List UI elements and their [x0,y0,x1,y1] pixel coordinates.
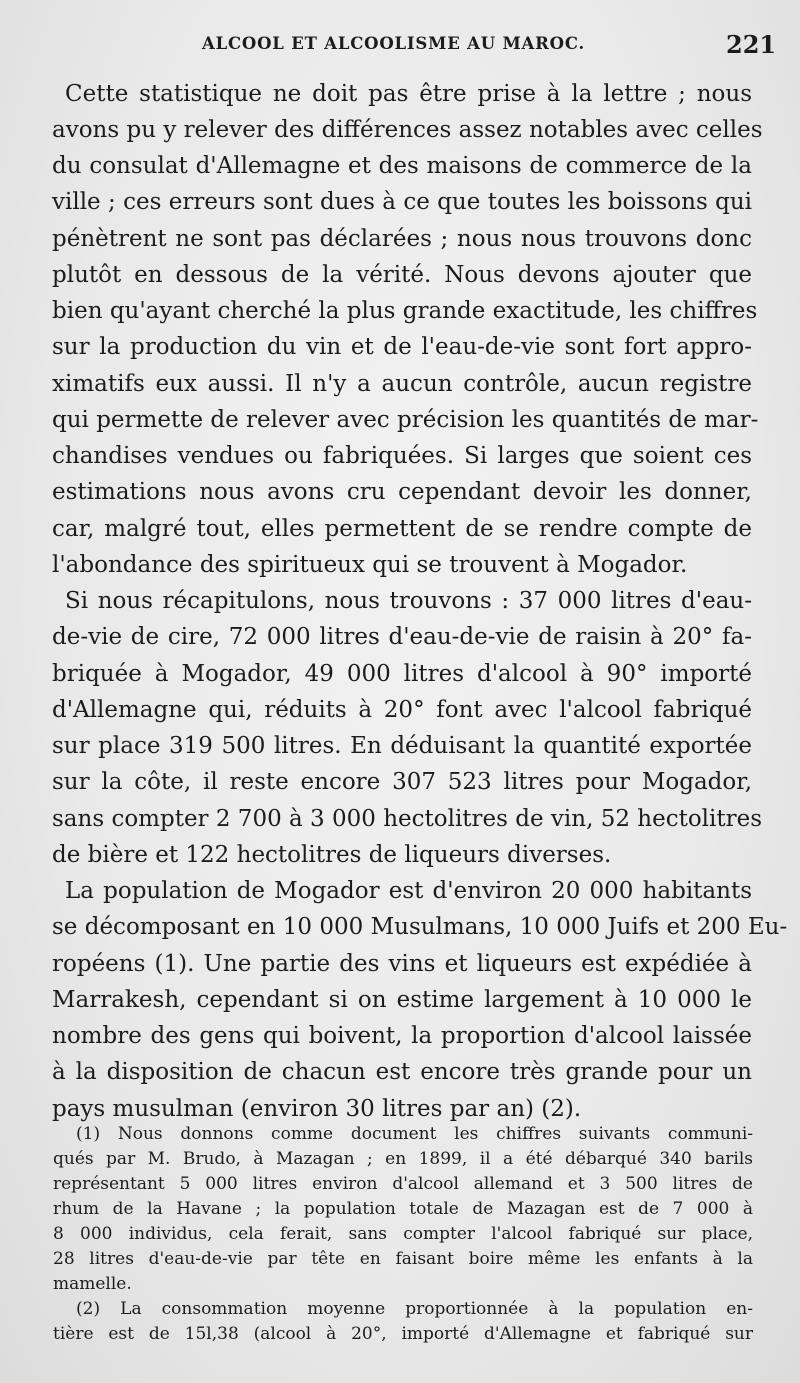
body-line: estimations nous avons cru cependant devoir les donner, [52,479,752,505]
body-line: avons pu y relever des différences assez notables avec celles [52,117,763,143]
body-line: se décomposant en 10 000 Musulmans, 10 000 Juifs et 200 Eu- [52,914,788,940]
page-header [0,30,800,64]
body-line: ville ; ces erreurs sont dues à ce que toutes les boissons qui [52,189,752,215]
footnote-line: tière est de 15l,38 (alcool à 20°, importé d'Allemagne et fabriqué sur [53,1324,753,1344]
body-line: sur place 319 500 litres. En déduisant la quantité exportée [52,733,752,759]
footnote-line: qués par M. Brudo, à Mazagan ; en 1899, il a été débarqué 340 barils [53,1149,753,1169]
body-line: ropéens (1). Une partie des vins et liqueurs est expédiée à [52,951,752,977]
body-line: pays musulman (environ 30 litres par an) (2). [52,1096,582,1122]
body-line: briquée à Mogador, 49 000 litres d'alcool à 90° importé [52,661,752,687]
footnote-line: (2) La consommation moyenne proportionnée à la population en- [76,1299,753,1319]
body-line: Si nous récapitulons, nous trouvons : 37 000 litres d'eau- [65,588,752,614]
footnote-line: 8 000 individus, cela ferait, sans compter l'alcool fabriqué sur place, [53,1224,753,1244]
footnote-line: 28 litres d'eau-de-vie par tête en faisant boire même les enfants à la [53,1249,753,1269]
body-line: à la disposition de chacun est encore très grande pour un [52,1059,752,1085]
footnote-line: (1) Nous donnons comme document les chiffres suivants communi- [76,1124,753,1144]
footnote-line: représentant 5 000 litres environ d'alcool allemand et 3 500 litres de [53,1174,753,1194]
body-line: bien qu'ayant cherché la plus grande exactitude, les chiffres [52,298,758,324]
body-line: de bière et 122 hectolitres de liqueurs diverses. [52,842,612,868]
page-number: 221 [726,30,777,59]
body-line: de-vie de cire, 72 000 litres d'eau-de-vie de raisin à 20° fa- [52,624,752,650]
body-line: car, malgré tout, elles permettent de se rendre compte de [52,516,752,542]
body-line: Cette statistique ne doit pas être prise à la lettre ; nous [65,81,752,107]
body-line: nombre des gens qui boivent, la proportion d'alcool laissée [52,1023,752,1049]
body-line: plutôt en dessous de la vérité. Nous devons ajouter que [52,262,752,288]
body-line: chandises vendues ou fabriquées. Si larges que soient ces [52,443,752,469]
running-title: ALCOOL ET ALCOOLISME AU MAROC. [202,34,586,53]
body-line: l'abondance des spiritueux qui se trouvent à Mogador. [52,552,688,578]
footnote-line: rhum de la Havane ; la population totale de Mazagan est de 7 000 à [53,1199,753,1219]
body-line: d'Allemagne qui, réduits à 20° font avec l'alcool fabriqué [52,697,752,723]
body-line: ximatifs eux aussi. Il n'y a aucun contrôle, aucun registre [52,371,752,397]
footnote-line: mamelle. [53,1274,132,1294]
body-line: sur la production du vin et de l'eau-de-vie sont fort appro- [52,334,752,360]
body-line: qui permette de relever avec précision les quantités de mar- [52,407,759,433]
body-line: sans compter 2 700 à 3 000 hectolitres de vin, 52 hectolitres [52,806,763,832]
body-line: du consulat d'Allemagne et des maisons de commerce de la [52,153,752,179]
body-line: La population de Mogador est d'environ 20 000 habitants [65,878,752,904]
body-line: pénètrent ne sont pas déclarées ; nous nous trouvons donc [52,226,752,252]
body-line: sur la côte, il reste encore 307 523 litres pour Mogador, [52,769,752,795]
body-line: Marrakesh, cependant si on estime largement à 10 000 le [52,987,752,1013]
